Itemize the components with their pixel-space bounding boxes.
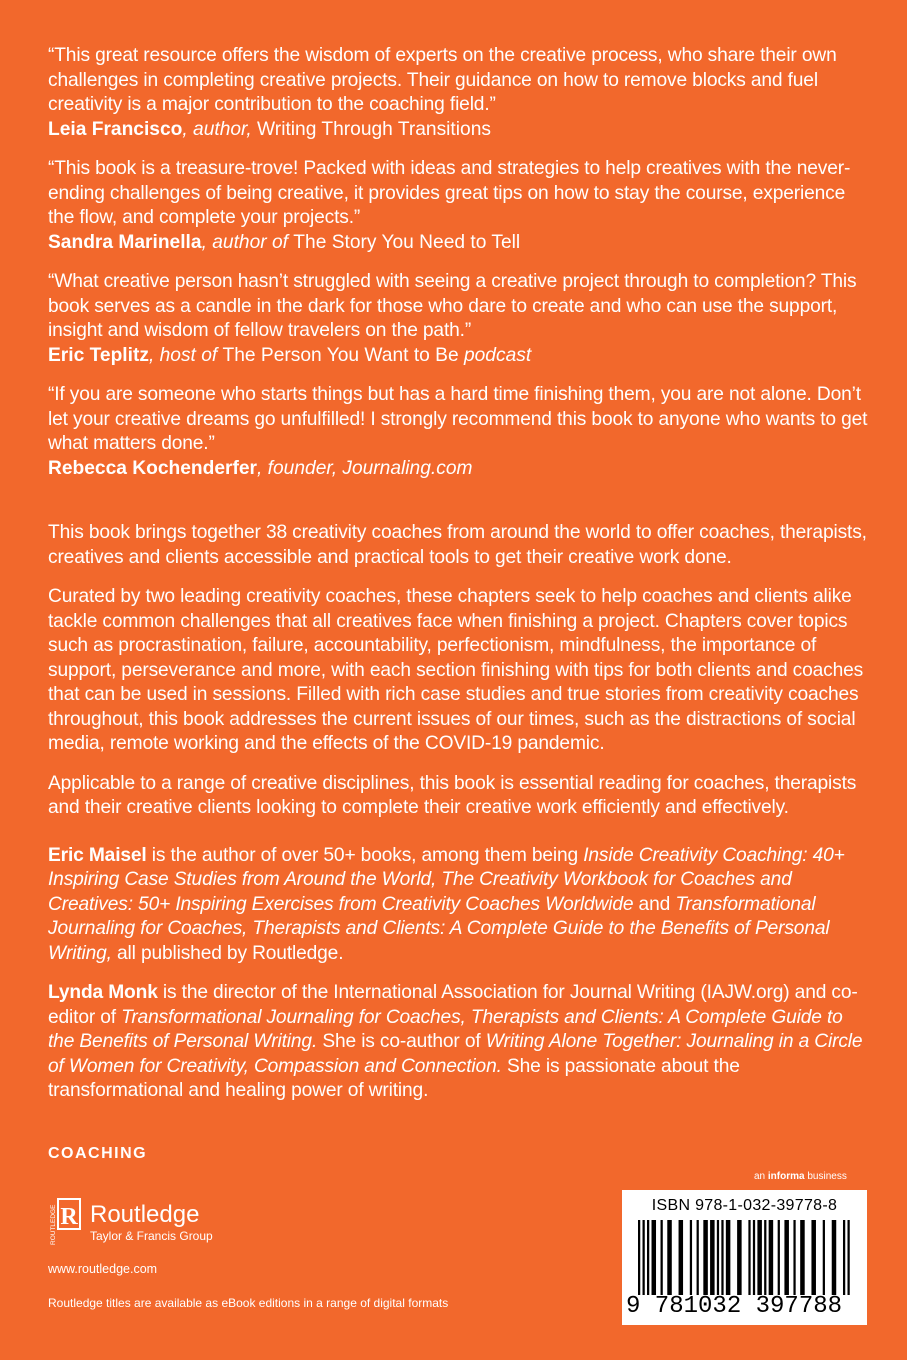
endorsement bbox=[48, 157, 873, 255]
isbn-label: ISBN 978-1-032-39778-8 bbox=[651, 1197, 838, 1214]
barcode-bar bbox=[843, 1220, 845, 1295]
endorsements bbox=[48, 44, 873, 481]
barcode-bar bbox=[737, 1220, 742, 1295]
endorser-role: , author of bbox=[201, 231, 294, 253]
endorsement-quote: “If you are someone who starts things but has a hard time finishing them, you are not alone. Don’t let your creative dreams go unfulfilled! I strongly recommend this book to anyone who wants to get what matters done.” bbox=[48, 384, 868, 454]
publisher-website: www.routledge.com bbox=[48, 1262, 158, 1276]
endorsement-quote: “This book is a treasure-trove! Packed with ideas and strategies to help creatives with the never-ending challenges of being creative, it provides great tips on how to stay the course, experience the flow, and complete your projects.” bbox=[48, 158, 851, 228]
bio-title: Inside Creativity Coaching: 40+ Inspiring Case Studies from Around the World, The Creativity Workbook for Coaches and Creatives: 50+ Inspiring Exercises from Creativity Coaches Worldwide bbox=[48, 844, 845, 915]
endorsement-attribution bbox=[48, 231, 873, 256]
barcode-bar bbox=[661, 1220, 663, 1295]
back-cover-content bbox=[48, 44, 873, 1119]
barcode-bar bbox=[748, 1220, 750, 1295]
bio-title: Writing Alone Together: Journaling in a Circle of Women for Creativity, Compassion and Connection. bbox=[48, 1031, 863, 1077]
endorser-name: Rebecca Kochenderfer bbox=[48, 457, 258, 479]
endorser-work: The Story You Need to Tell bbox=[293, 231, 521, 253]
endorsement-attribution bbox=[48, 457, 873, 482]
barcode-bar bbox=[710, 1220, 715, 1295]
barcode-bar bbox=[721, 1220, 723, 1295]
barcode-bar bbox=[690, 1220, 692, 1295]
endorser-name: Sandra Marinella bbox=[48, 231, 202, 253]
barcode-bar bbox=[753, 1220, 755, 1295]
barcode-bar bbox=[652, 1220, 657, 1295]
bio-text: is the author of over 50+ books, among them being bbox=[146, 844, 584, 866]
barcode-bar bbox=[800, 1220, 805, 1295]
publisher-name: Routledge bbox=[90, 1201, 200, 1228]
barcode-bar bbox=[769, 1220, 774, 1295]
barcode-bar bbox=[679, 1220, 684, 1295]
endorser-role: , founder, Journaling.com bbox=[257, 457, 473, 479]
barcode-bar bbox=[847, 1220, 849, 1295]
barcode-panel bbox=[622, 1190, 867, 1325]
bio-text: all published by Routledge. bbox=[111, 942, 344, 964]
publisher-group: Taylor & Francis Group bbox=[90, 1229, 213, 1243]
endorser-work: Writing Through Transitions bbox=[257, 118, 491, 140]
subject-category: COACHING bbox=[48, 1145, 148, 1162]
description-paragraph: This book brings together 38 creativity coaches from around the world to offer coaches, therapists, creatives and clients accessible and practical tools to get their creative work done. bbox=[48, 522, 867, 568]
bio-text: She is co-author of bbox=[317, 1031, 486, 1052]
description-paragraph: Curated by two leading creativity coaches, these chapters seek to help coaches and clients alike tackle common challenges that all creatives face when finishing a project. Chapters cover topics such as procrastination, failure, accountability, perfectionism, mindfulness, the importance of support, perseverance and more, with each section finishing with tips for both clients and coaches that can be used in sessions. Filled with rich case studies and true stories from creativity coaches throughout, this book addresses the current issues of our times, such as the distractions of social media, remote working and the effects of the COVID-19 pandemic. bbox=[48, 586, 864, 754]
bio-title: Transformational Journaling for Coaches, Therapists and Clients: A Complete Guide to the Benefits of Personal Writing, bbox=[48, 893, 830, 964]
barcode-digits: 9 781032 397788 bbox=[626, 1293, 843, 1320]
barcode-bar bbox=[764, 1220, 766, 1295]
bio-text: and bbox=[633, 893, 676, 915]
author-name: Lynda Monk bbox=[48, 982, 158, 1003]
logo-letter: R bbox=[60, 1204, 78, 1230]
bio-text: is the director of the International Association for Journal Writing (IAJW.org) and co-editor of bbox=[48, 982, 858, 1028]
barcode-bar bbox=[784, 1220, 789, 1295]
endorser-work-suffix: podcast bbox=[458, 344, 532, 366]
barcode-bar bbox=[667, 1220, 672, 1295]
description-paragraph: Applicable to a range of creative disciplines, this book is essential reading for coaches, therapists and their creative clients looking to complete their creative work efficiently and effectively. bbox=[48, 772, 857, 818]
barcode-bar bbox=[643, 1220, 645, 1295]
endorser-name: Leia Francisco bbox=[48, 118, 183, 140]
informa-tagline bbox=[754, 1171, 847, 1182]
barcode-bar bbox=[638, 1220, 640, 1295]
endorsement-quote: “What creative person hasn’t struggled with seeing a creative project through to completion? This book serves as a candle in the dark for those who dare to create and who can use the support, insight and wisdom of fellow travelers on the path.” bbox=[48, 271, 857, 341]
bio-title: Transformational Journaling for Coaches, Therapists and Clients: A Complete Guide to the Benefits of Personal Writing. bbox=[48, 1006, 843, 1052]
endorser-work: The Person You Want to Be bbox=[222, 344, 459, 366]
barcode-bar bbox=[793, 1220, 795, 1295]
barcode-bar bbox=[811, 1220, 816, 1295]
barcode-bar bbox=[823, 1220, 825, 1295]
endorser-role: , host of bbox=[148, 344, 223, 366]
logo-vertical-text: ROUTLEDGE bbox=[50, 1204, 57, 1245]
book-description bbox=[48, 521, 873, 821]
endorsement-attribution bbox=[48, 344, 873, 369]
endorsement-attribution bbox=[48, 118, 873, 143]
barcode-image bbox=[638, 1220, 852, 1295]
endorser-name: Eric Teplitz bbox=[48, 344, 149, 366]
barcode-bar bbox=[832, 1220, 837, 1295]
barcode-bar bbox=[778, 1220, 780, 1295]
endorsement bbox=[48, 270, 873, 368]
barcode-bar bbox=[726, 1220, 731, 1295]
barcode-bar bbox=[647, 1220, 649, 1295]
informa-brand: informa bbox=[767, 1171, 805, 1182]
barcode-bar bbox=[697, 1220, 699, 1295]
barcode-bar bbox=[757, 1220, 762, 1295]
informa-suffix: business bbox=[804, 1171, 847, 1182]
ebook-note: Routledge titles are available as eBook editions in a range of digital formats bbox=[48, 1296, 449, 1310]
barcode-bar bbox=[703, 1220, 708, 1295]
author-bio bbox=[48, 981, 873, 1104]
endorsement bbox=[48, 383, 873, 481]
endorsement-quote: “This great resource offers the wisdom of experts on the creative process, who share their own challenges in completing creative projects. Their guidance on how to remove blocks and fuel creativity is a major contribution to the coaching field.” bbox=[48, 45, 837, 115]
author-name: Eric Maisel bbox=[48, 844, 147, 866]
publisher-logo bbox=[48, 1197, 368, 1257]
endorser-role: , author, bbox=[182, 118, 258, 140]
informa-prefix: an bbox=[754, 1171, 768, 1182]
barcode-bar bbox=[717, 1220, 719, 1295]
bio-text: She is passionate about the transformational and healing power of writing. bbox=[48, 1055, 740, 1101]
routledge-logo-icon bbox=[48, 1197, 82, 1253]
endorsement bbox=[48, 44, 873, 142]
author-bio bbox=[48, 844, 873, 967]
author-bios bbox=[48, 844, 873, 1104]
